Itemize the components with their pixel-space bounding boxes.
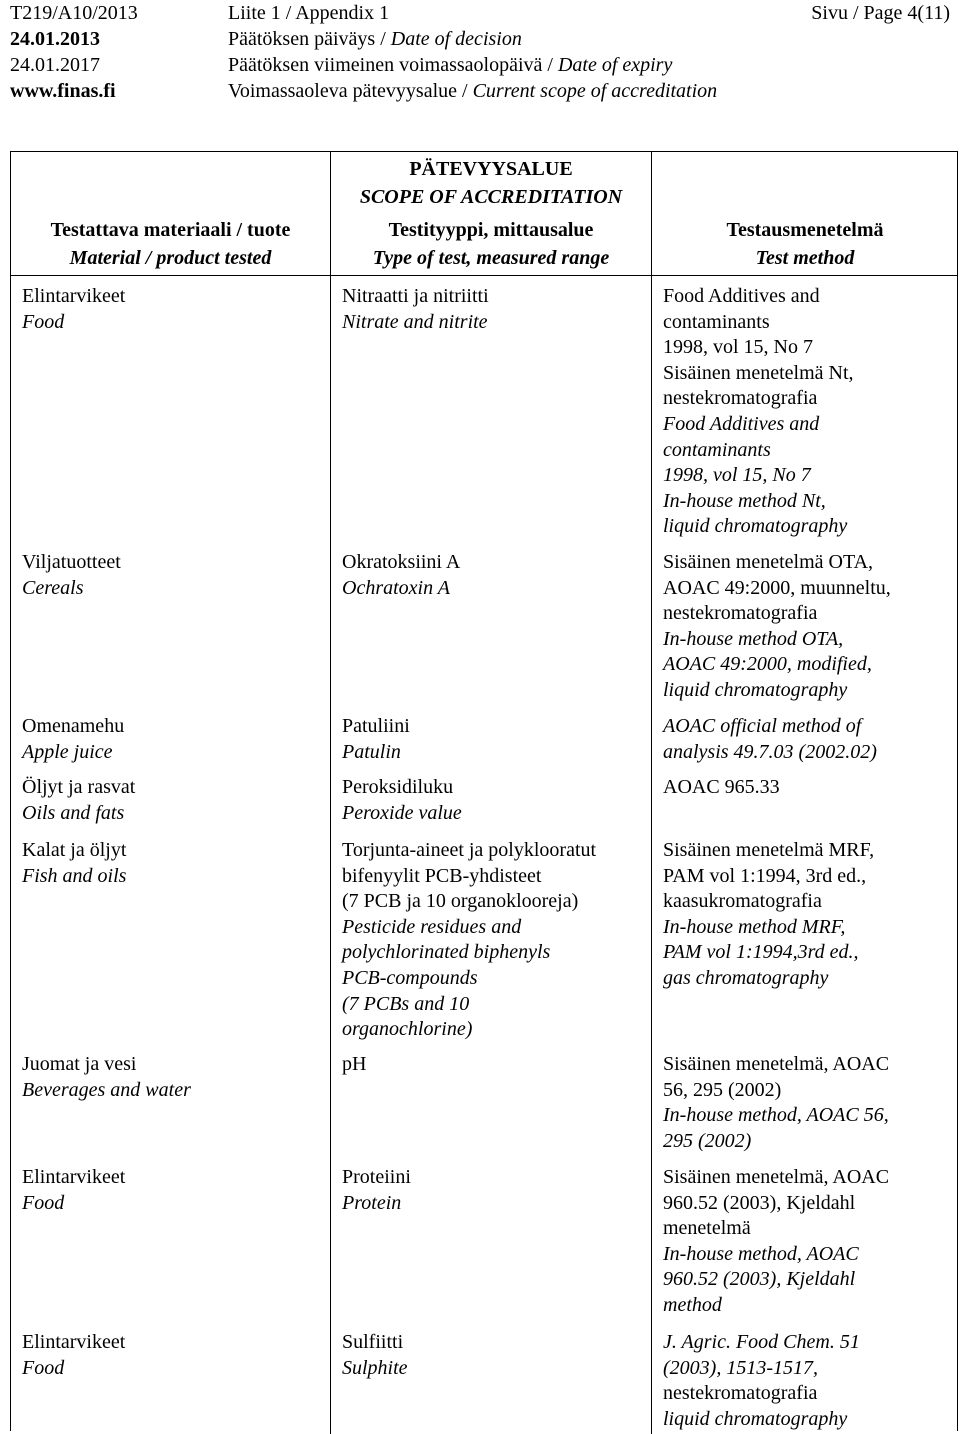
table-cell-test (342, 1052, 366, 1078)
table-cell-material (22, 1330, 125, 1381)
expiry-date-label (228, 52, 672, 78)
cell-text-line: Food Additives and (663, 412, 820, 435)
cell-text-line: 56, 295 (2002) (663, 1078, 782, 1101)
column-header-material-fi: Testattava materiaali / tuote (50, 219, 291, 241)
cell-text-line: method (663, 1293, 722, 1316)
cell-text-line: liquid chromatography (663, 515, 848, 538)
page-number: Sivu / Page 4(11) (811, 2, 950, 24)
cell-text-line: organochlorine) (342, 1018, 473, 1041)
cell-text-line: Omenamehu (22, 715, 125, 737)
appendix-text: Liite 1 / Appendix 1 (228, 2, 390, 24)
table-cell-material (22, 284, 125, 335)
cell-text-line: analysis 49.7.03 (2002.02) (663, 740, 877, 763)
expiry-date: 24.01.2017 (10, 54, 100, 76)
table-cell-material (22, 775, 135, 826)
table-cell-test (342, 714, 410, 765)
cell-text-line: (7 PCB ja 10 organoklooreja) (342, 890, 579, 913)
table-title-en: SCOPE OF ACCREDITATION (359, 186, 623, 208)
column-header-test-method-fi: Testausmenetelmä (726, 219, 884, 241)
expiry-label-en: Date of expiry (557, 54, 673, 76)
cell-text-line: nestekromatografia (663, 387, 818, 410)
table-cell-material (22, 714, 124, 765)
cell-text-line: AOAC official method of (663, 715, 862, 737)
cell-text-line: Patulin (342, 740, 401, 763)
table-cell-method (663, 1052, 889, 1154)
cell-text-line: 1998, vol 15, No 7 (663, 336, 813, 359)
decision-label-en: Date of decision (390, 28, 522, 50)
cell-text-line: (7 PCBs and 10 (342, 992, 470, 1015)
cell-text-line: 295 (2002) (663, 1129, 752, 1152)
table-cell-material (22, 838, 126, 889)
cell-text-line: bifenyylit PCB-yhdisteet (342, 864, 542, 887)
table-cell-material (22, 1165, 125, 1216)
cell-text-line: kaasukromatografia (663, 890, 822, 913)
cell-text-line: Kalat ja öljyt (22, 839, 127, 861)
cell-text-line: Apple juice (22, 740, 113, 763)
scope-label-fi: Voimassaoleva pätevyysalue / (228, 80, 473, 102)
cell-text-line: Peroksidiluku (342, 776, 454, 798)
header-divider (10, 275, 958, 276)
table-cell-method (663, 838, 874, 992)
table-cell-method (663, 714, 877, 765)
cell-text-line: Sisäinen menetelmä Nt, (663, 361, 854, 384)
table-cell-test (342, 550, 460, 601)
table-cell-material (22, 550, 121, 601)
cell-text-line: In-house method, AOAC 56, (663, 1104, 889, 1127)
table-cell-test (342, 775, 462, 826)
cell-text-line: Sulfiitti (342, 1331, 404, 1353)
appendix-label (228, 0, 389, 26)
cell-text-line: menetelmä (663, 1217, 751, 1240)
table-cell-method (663, 1330, 860, 1432)
cell-text-line: gas chromatography (663, 966, 829, 989)
cell-text-line: Elintarvikeet (22, 285, 126, 307)
cell-text-line: Food (22, 1356, 65, 1379)
table-cell-test (342, 1165, 411, 1216)
decision-label-fi: Päätöksen päiväys / (228, 28, 391, 50)
cell-text-line: Peroxide value (342, 801, 462, 824)
cell-text-line: In-house method, AOAC (663, 1242, 859, 1265)
cell-text-line: AOAC 965.33 (663, 776, 780, 798)
cell-text-line: contaminants (663, 310, 770, 333)
column-header-test-type-en: Type of test, measured range (372, 247, 610, 269)
table-cell-test (342, 1330, 408, 1381)
column-divider-1 (330, 151, 331, 1434)
table-cell-test (342, 838, 596, 1043)
decision-date: 24.01.2013 (10, 28, 100, 50)
table-cell-method (663, 1165, 889, 1319)
scope-label (228, 78, 717, 104)
cell-text-line: Elintarvikeet (22, 1166, 126, 1188)
column-header-material-en: Material / product tested (69, 247, 272, 269)
cell-text-line: contaminants (663, 438, 771, 461)
column-header-test-method-en: Test method (755, 247, 855, 269)
cell-text-line: Pesticide residues and (342, 915, 522, 938)
cell-text-line: polychlorinated biphenyls (342, 941, 551, 964)
cell-text-line: pH (342, 1053, 367, 1075)
decision-date-label (228, 26, 522, 52)
cell-text-line: PAM vol 1:1994,3rd ed., (663, 941, 859, 964)
cell-text-line: AOAC 49:2000, muunneltu, (663, 576, 891, 599)
cell-text-line: In-house method OTA, (663, 627, 844, 650)
table-cell-test (342, 284, 489, 335)
cell-text-line: AOAC 49:2000, modified, (663, 653, 872, 676)
cell-text-line: Oils and fats (22, 801, 125, 824)
column-header-test-type-fi: Testityyppi, mittausalue (388, 219, 594, 241)
cell-text-line: Food (22, 1191, 65, 1214)
cell-text-line: Elintarvikeet (22, 1331, 126, 1353)
table-title (331, 155, 651, 211)
cell-text-line: Proteiini (342, 1166, 411, 1188)
column-header-material (11, 216, 330, 272)
cell-text-line: Fish and oils (22, 864, 127, 887)
cell-text-line: Nitraatti ja nitriitti (342, 285, 489, 307)
cell-text-line: Sisäinen menetelmä, AOAC (663, 1166, 890, 1188)
cell-text-line: nestekromatografia (663, 1382, 818, 1405)
cell-text-line: PAM vol 1:1994, 3rd ed., (663, 864, 867, 887)
table-cell-method (663, 775, 780, 801)
cell-text-line: Sisäinen menetelmä, AOAC (663, 1053, 890, 1075)
cell-text-line: nestekromatografia (663, 602, 818, 625)
cell-text-line: Beverages and water (22, 1078, 191, 1101)
cell-text-line: Juomat ja vesi (22, 1053, 137, 1075)
cell-text-line: PCB-compounds (342, 966, 478, 989)
cell-text-line: Sisäinen menetelmä MRF, (663, 839, 875, 861)
cell-text-line: Öljyt ja rasvat (22, 776, 136, 798)
cell-text-line: Torjunta-aineet ja polyklooratut (342, 839, 597, 861)
cell-text-line: 960.52 (2003), Kjeldahl (663, 1191, 856, 1214)
table-cell-method (663, 284, 854, 540)
website: www.finas.fi (10, 80, 116, 102)
column-header-test-method (652, 216, 958, 272)
cell-text-line: Okratoksiini A (342, 551, 461, 573)
cell-text-line: Nitrate and nitrite (342, 310, 488, 333)
column-header-test-type (331, 216, 651, 272)
cell-text-line: (2003), 1513-1517, (663, 1356, 818, 1379)
cell-text-line: In-house method MRF, (663, 915, 846, 938)
cell-text-line: Protein (342, 1191, 402, 1214)
page-header (10, 0, 950, 104)
cell-text-line: Sulphite (342, 1356, 408, 1379)
scope-label-en: Current scope of accreditation (472, 80, 718, 102)
cell-text-line: Food (22, 310, 65, 333)
cell-text-line: Viljatuotteet (22, 551, 121, 573)
column-divider-2 (651, 151, 652, 1434)
table-title-fi: PÄTEVYYSALUE (409, 158, 573, 180)
cell-text-line: In-house method Nt, (663, 489, 826, 512)
expiry-label-fi: Päätöksen viimeinen voimassaolopäivä / (228, 54, 558, 76)
cell-text-line: 1998, vol 15, No 7 (663, 464, 811, 487)
cell-text-line: Food Additives and (663, 285, 820, 307)
table-cell-material (22, 1052, 191, 1103)
cell-text-line: liquid chromatography (663, 1407, 848, 1430)
cell-text-line: J. Agric. Food Chem. 51 (663, 1331, 860, 1353)
table-cell-method (663, 550, 891, 704)
cell-text-line: liquid chromatography (663, 678, 848, 701)
document-id: T219/A10/2013 (10, 2, 138, 24)
cell-text-line: Patuliini (342, 715, 410, 737)
cell-text-line: Ochratoxin A (342, 576, 450, 599)
cell-text-line: 960.52 (2003), Kjeldahl (663, 1268, 856, 1291)
cell-text-line: Sisäinen menetelmä OTA, (663, 551, 874, 573)
cell-text-line: Cereals (22, 576, 84, 599)
